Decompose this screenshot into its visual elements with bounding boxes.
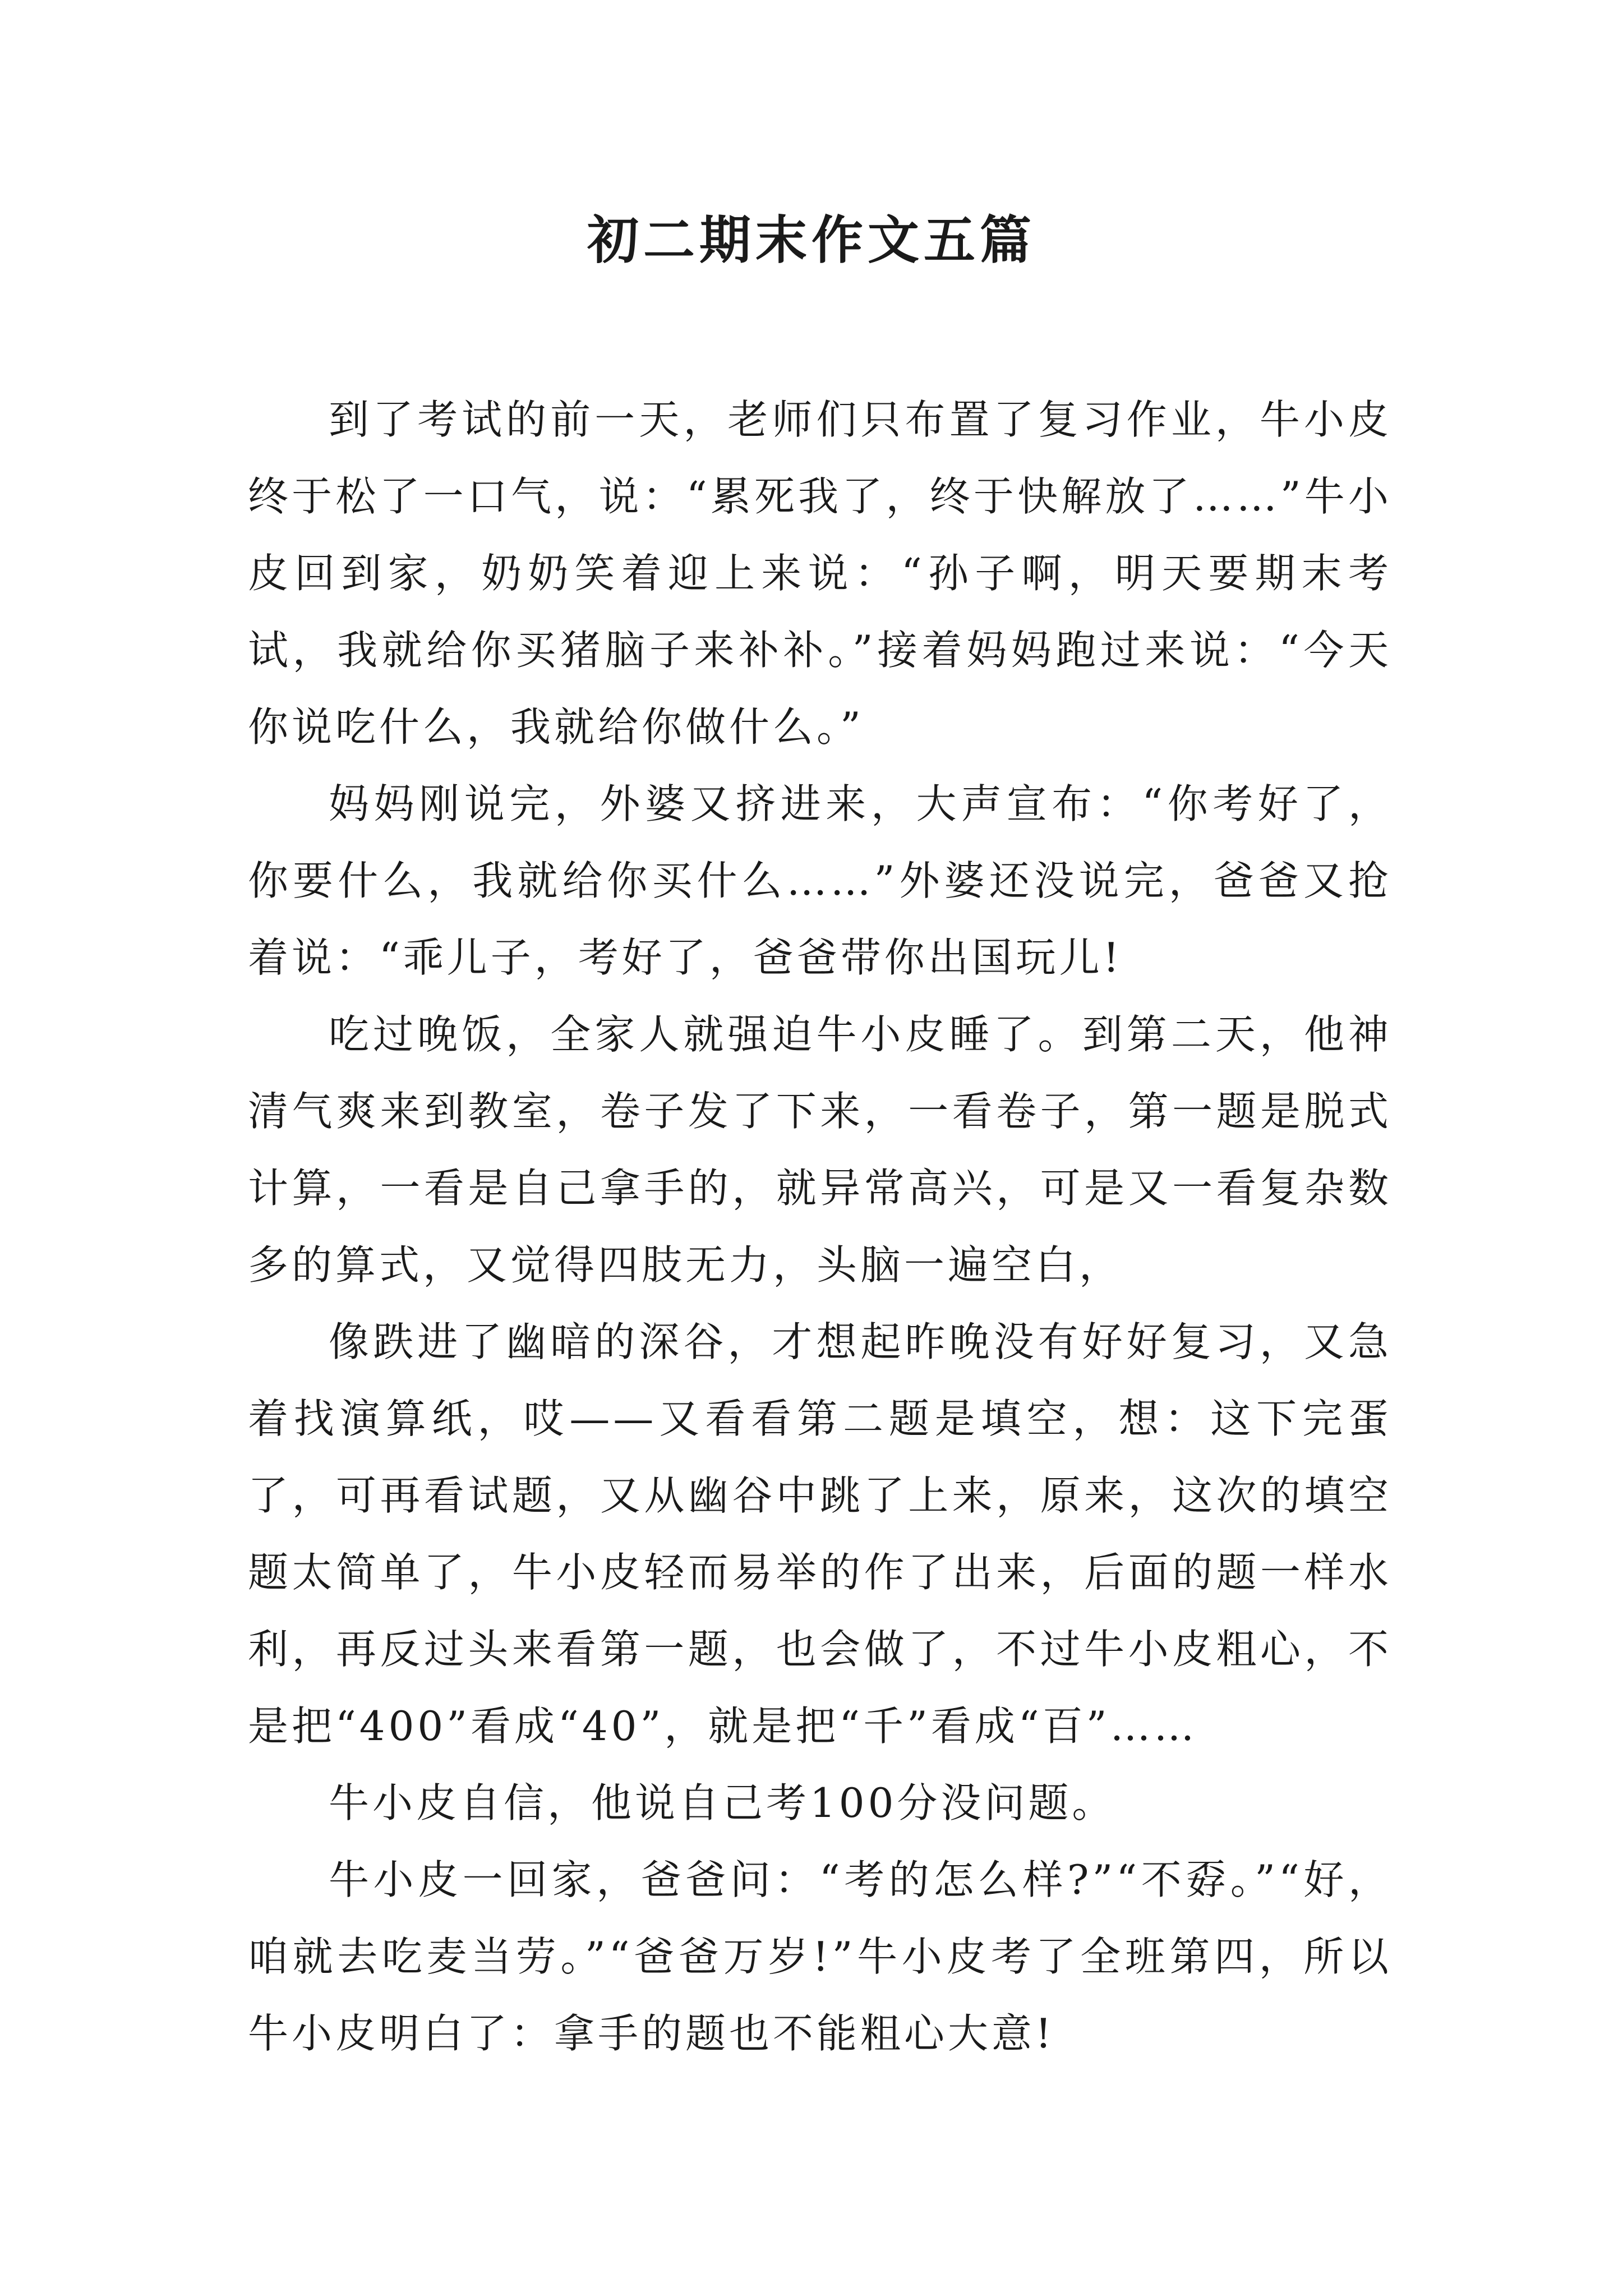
paragraph: 到了考试的前一天，老师们只布置了复习作业，牛小皮终于松了一口气，说：“累死我了，终于快解放了……”牛小皮回到家，奶奶笑着迎上来说：“孙子啊，明天要期末考试，我就给你买猪脑子来补补。”接着妈妈跑过来说：“今天你说吃什么，我就给你做什么。”: [248, 396, 1392, 751]
paragraph: 像跌进了幽暗的深谷，才想起昨晚没有好好复习，又急着找演算纸，哎——又看看第二题是填空，想：这下完蛋了，可再看试题，又从幽谷中跳了上来，原来，这次的填空题太简单了，牛小皮轻而易举的作了出来，后面的题一样水利，再反过头来看第一题，也会做了，不过牛小皮粗心，不是把“400”看成“40”，就是把“千”看成“百”……: [248, 1318, 1392, 1750]
paragraph: 妈妈刚说完，外婆又挤进来，大声宣布：“你考好了，你要什么，我就给你买什么……”外婆还没说完，爸爸又抢着说：“乖儿子，考好了，爸爸带你出国玩儿!: [248, 780, 1392, 981]
paragraph: 吃过晚饭，全家人就强迫牛小皮睡了。到第二天，他神清气爽来到教室，卷子发了下来，一看卷子，第一题是脱式计算，一看是自己拿手的，就异常高兴，可是又一看复杂数多的算式，又觉得四肢无力，头脑一遍空白，: [248, 1011, 1392, 1289]
document-title: 初二期末作文五篇: [587, 210, 1036, 270]
document-body: [248, 381, 1392, 2072]
paragraph: 牛小皮一回家，爸爸问：“考的怎么样?”“不孬。”“好，咱就去吃麦当劳。”“爸爸万岁!”牛小皮考了全班第四，所以牛小皮明白了：拿手的题也不能粗心大意!: [248, 1856, 1392, 2057]
paragraph: 牛小皮自信，他说自己考100分没问题。: [329, 1779, 1116, 1826]
